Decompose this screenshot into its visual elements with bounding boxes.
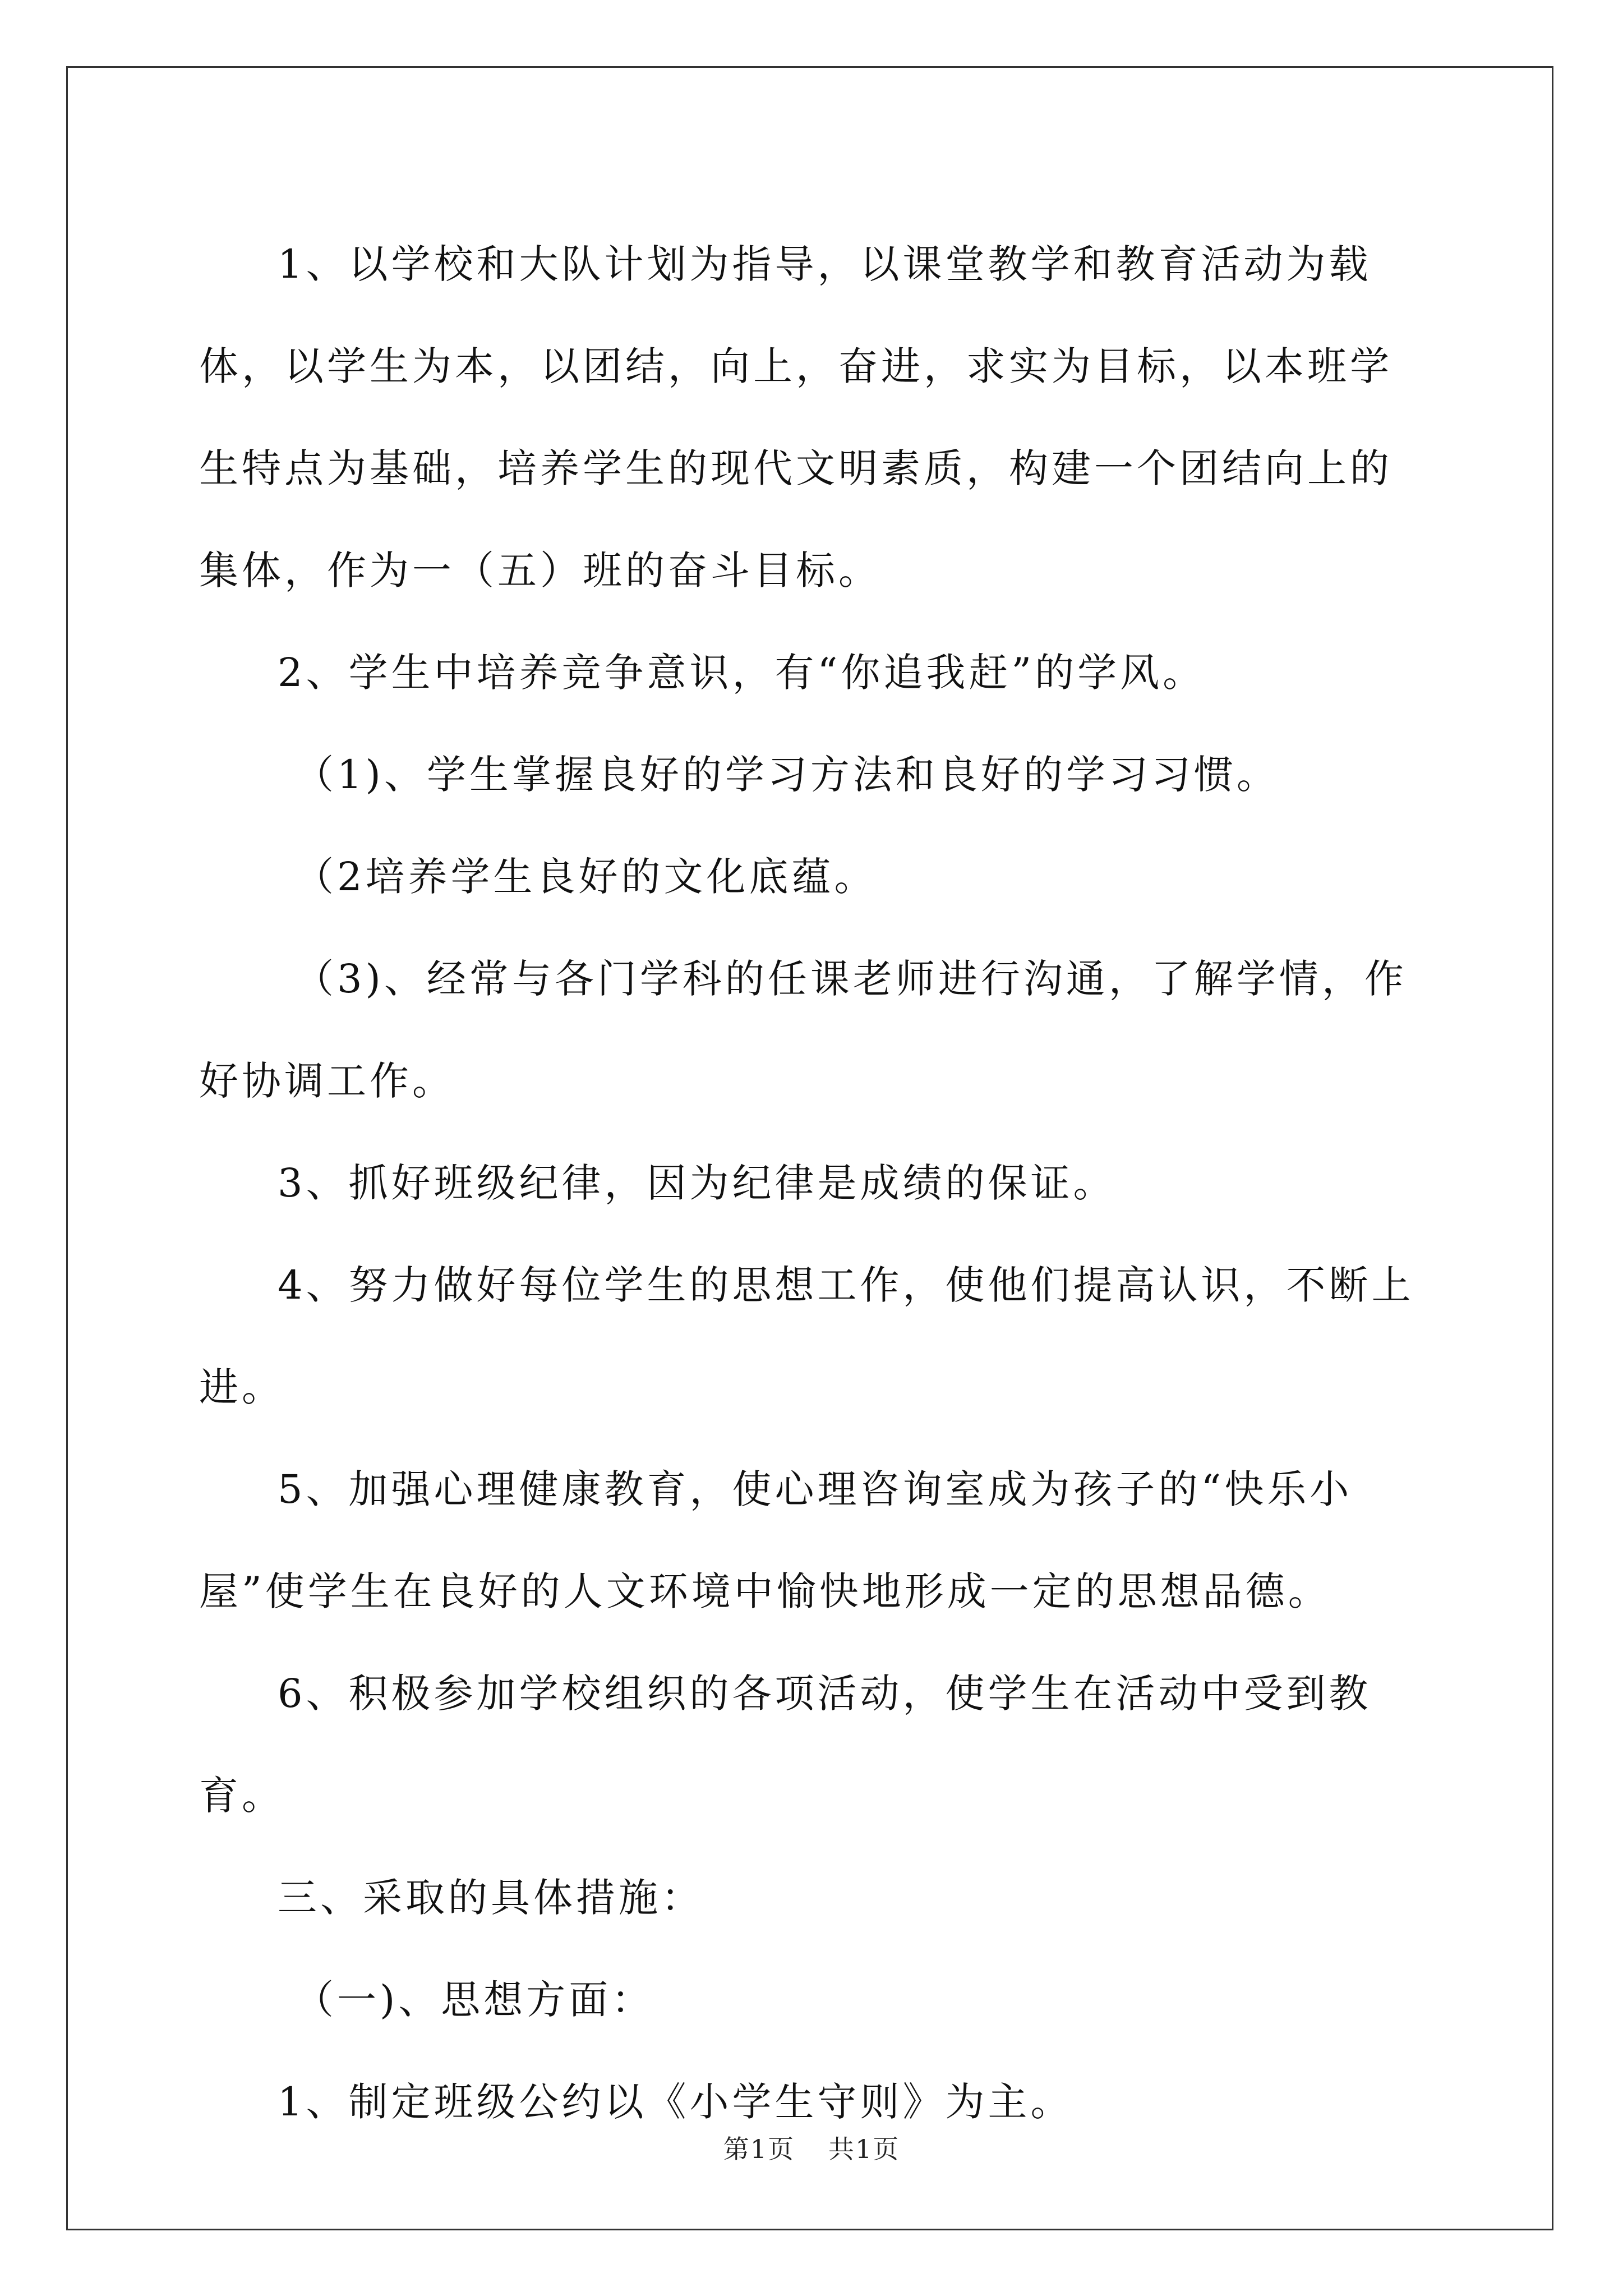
paragraph-6: 3、抓好班级纪律，因为纪律是成绩的保证。 — [278, 1160, 1116, 1206]
paragraph-12: 1、制定班级公约以《小学生守则》为主。 — [278, 2079, 1073, 2125]
paragraph-9: 6、积极参加学校组织的各项活动，使学生在活动中受到教育。 — [199, 1671, 1372, 1819]
page-number: 第1页 — [723, 2134, 795, 2164]
page-total: 共1页 — [828, 2134, 900, 2164]
document-body — [199, 213, 1427, 2153]
subsection-heading: （一)、思想方面： — [294, 1977, 654, 2023]
paragraph-7: 4、努力做好每位学生的思想工作，使他们提高认识，不断上进。 — [199, 1262, 1414, 1410]
paragraph-1: 1、以学校和大队计划为指导，以课堂教学和教育活动为载体，以学生为本，以团结，向上，奋进，求实为目标，以本班学生特点为基础，培养学生的现代文明素质，构建一个团结向上的集体，作为一（五）班的奋斗目标。 — [199, 241, 1393, 593]
paragraph-8: 5、加强心理健康教育，使心理咨询室成为孩子的“快乐小屋”使学生在良好的人文环境中愉快地形成一定的思想品德。 — [199, 1466, 1353, 1614]
paragraph-4: （2培养学生良好的文化底蕴。 — [294, 854, 877, 900]
paragraph-2: 2、学生中培养竞争意识，有“你追我赶”的学风。 — [278, 650, 1206, 696]
paragraph-5: （3)、经常与各门学科的任课老师进行沟通，了解学情，作好协调工作。 — [199, 956, 1407, 1104]
paragraph-3: （1)、学生掌握良好的学习方法和良好的学习习惯。 — [294, 752, 1279, 798]
page-footer — [0, 2129, 1623, 2166]
section-heading: 三、采取的具体措施： — [278, 1875, 704, 1921]
